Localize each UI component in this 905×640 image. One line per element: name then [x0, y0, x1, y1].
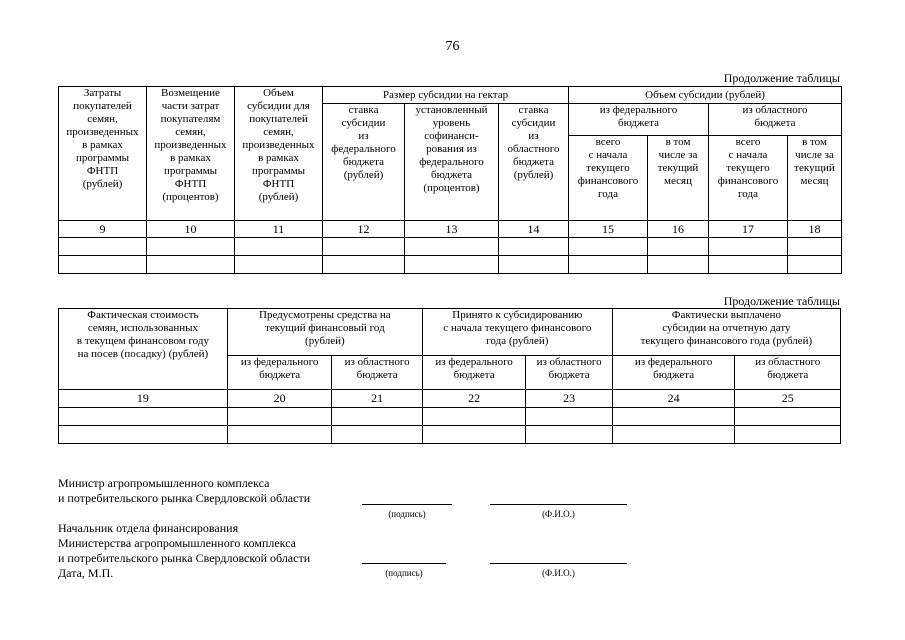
- page-number: 76: [445, 39, 460, 54]
- header-group-paid: Фактически выплачено субсидии на отчетную дату текущего финансового года (рублей): [612, 309, 840, 356]
- empty-cell: [788, 256, 842, 274]
- header-col11: Объем субсидии для покупателей семян, произведенных в рамках программы ФНТП (рублей): [235, 87, 323, 221]
- header-group-provided: Предусмотрены средства на текущий финансовый год (рублей): [227, 309, 422, 356]
- empty-cell: [735, 426, 841, 444]
- name-caption: (Ф.И.О.): [542, 568, 575, 578]
- table-row: [59, 426, 841, 444]
- empty-cell: [59, 238, 147, 256]
- column-number: 11: [235, 221, 323, 238]
- head-signature-title: Начальник отдела финансирования Министерства агропромышленного комплекса и потребительского рынка Свердловской области Дата, М.П.: [58, 521, 311, 580]
- empty-cell: [526, 408, 612, 426]
- empty-cell: [612, 426, 735, 444]
- header-col17: всего с начала текущего финансового года: [709, 136, 788, 221]
- empty-cell: [569, 256, 648, 274]
- column-number: 19: [59, 390, 228, 408]
- header-col24: из федерального бюджета: [612, 356, 735, 390]
- column-number: 21: [332, 390, 422, 408]
- header-col21: из областного бюджета: [332, 356, 422, 390]
- column-number: 13: [405, 221, 499, 238]
- column-number: 14: [499, 221, 569, 238]
- header-group-accepted: Принято к субсидированию с начала текущего финансового года (рублей): [422, 309, 612, 356]
- header-group-rate: Размер субсидии на гектар: [323, 87, 569, 104]
- column-number: 12: [323, 221, 405, 238]
- header-col20: из федерального бюджета: [227, 356, 332, 390]
- empty-cell: [526, 426, 612, 444]
- header-col23: из областного бюджета: [526, 356, 612, 390]
- subsidy-table-part1: [58, 86, 842, 274]
- empty-cell: [612, 408, 735, 426]
- empty-cell: [709, 238, 788, 256]
- empty-cell: [499, 238, 569, 256]
- table-row: [59, 408, 841, 426]
- header-sub-regional: из областного бюджета: [709, 104, 842, 136]
- column-number: 22: [422, 390, 526, 408]
- empty-cell: [332, 408, 422, 426]
- column-number: 16: [648, 221, 709, 238]
- minister-signature-title: Министр агропромышленного комплекса и потребительского рынка Свердловской области: [58, 476, 311, 505]
- empty-cell: [227, 408, 332, 426]
- empty-cell: [59, 256, 147, 274]
- empty-cell: [147, 238, 235, 256]
- column-number: 18: [788, 221, 842, 238]
- empty-cell: [235, 238, 323, 256]
- empty-cell: [332, 426, 422, 444]
- empty-cell: [405, 238, 499, 256]
- column-number: 10: [147, 221, 235, 238]
- empty-cell: [788, 238, 842, 256]
- header-col25: из областного бюджета: [735, 356, 841, 390]
- header-sub-federal: из федерального бюджета: [569, 104, 709, 136]
- header-col12: ставка субсидии из федерального бюджета (рублей): [323, 104, 405, 221]
- column-number: 15: [569, 221, 648, 238]
- empty-cell: [147, 256, 235, 274]
- empty-cell: [422, 426, 526, 444]
- empty-cell: [323, 256, 405, 274]
- empty-cell: [235, 256, 323, 274]
- subsidy-table-part2: [58, 308, 841, 444]
- header-col14: ставка субсидии из областного бюджета (рублей): [499, 104, 569, 221]
- header-col22: из федерального бюджета: [422, 356, 526, 390]
- column-number: 20: [227, 390, 332, 408]
- table2-continuation-note: Продолжение таблицы: [723, 294, 840, 308]
- header-col18: в том числе за текущий месяц: [788, 136, 842, 221]
- column-number: 23: [526, 390, 612, 408]
- name-line: [490, 504, 627, 505]
- table-row: [59, 238, 842, 256]
- empty-cell: [422, 408, 526, 426]
- header-col10: Возмещение части затрат покупателям семян, произведенных в рамках программы ФНТП (процентов): [147, 87, 235, 221]
- empty-cell: [227, 426, 332, 444]
- header-col16: в том числе за текущий месяц: [648, 136, 709, 221]
- column-number: 25: [735, 390, 841, 408]
- column-number: 24: [612, 390, 735, 408]
- empty-cell: [709, 256, 788, 274]
- signature-caption: (подпись): [385, 568, 423, 578]
- empty-cell: [569, 238, 648, 256]
- empty-cell: [59, 408, 228, 426]
- signature-line: [362, 563, 446, 564]
- signature-caption: (подпись): [388, 509, 426, 519]
- header-col15: всего с начала текущего финансового года: [569, 136, 648, 221]
- header-col19: Фактическая стоимость семян, использованных в текущем финансовом году на посев (посадку) (рублей): [59, 309, 228, 390]
- header-col13: установленный уровень софинанси- рования из федерального бюджета (процентов): [405, 104, 499, 221]
- empty-cell: [648, 238, 709, 256]
- name-caption: (Ф.И.О.): [542, 509, 575, 519]
- table1-continuation-note: Продолжение таблицы: [723, 71, 840, 85]
- signature-line: [362, 504, 452, 505]
- empty-cell: [323, 238, 405, 256]
- empty-cell: [405, 256, 499, 274]
- column-number: 9: [59, 221, 147, 238]
- table-row: [59, 256, 842, 274]
- empty-cell: [648, 256, 709, 274]
- column-number: 17: [709, 221, 788, 238]
- empty-cell: [735, 408, 841, 426]
- name-line: [490, 563, 627, 564]
- empty-cell: [59, 426, 228, 444]
- header-col9: Затраты покупателей семян, произведенных в рамках программы ФНТП (рублей): [59, 87, 147, 221]
- header-group-volume: Объем субсидии (рублей): [569, 87, 842, 104]
- empty-cell: [499, 256, 569, 274]
